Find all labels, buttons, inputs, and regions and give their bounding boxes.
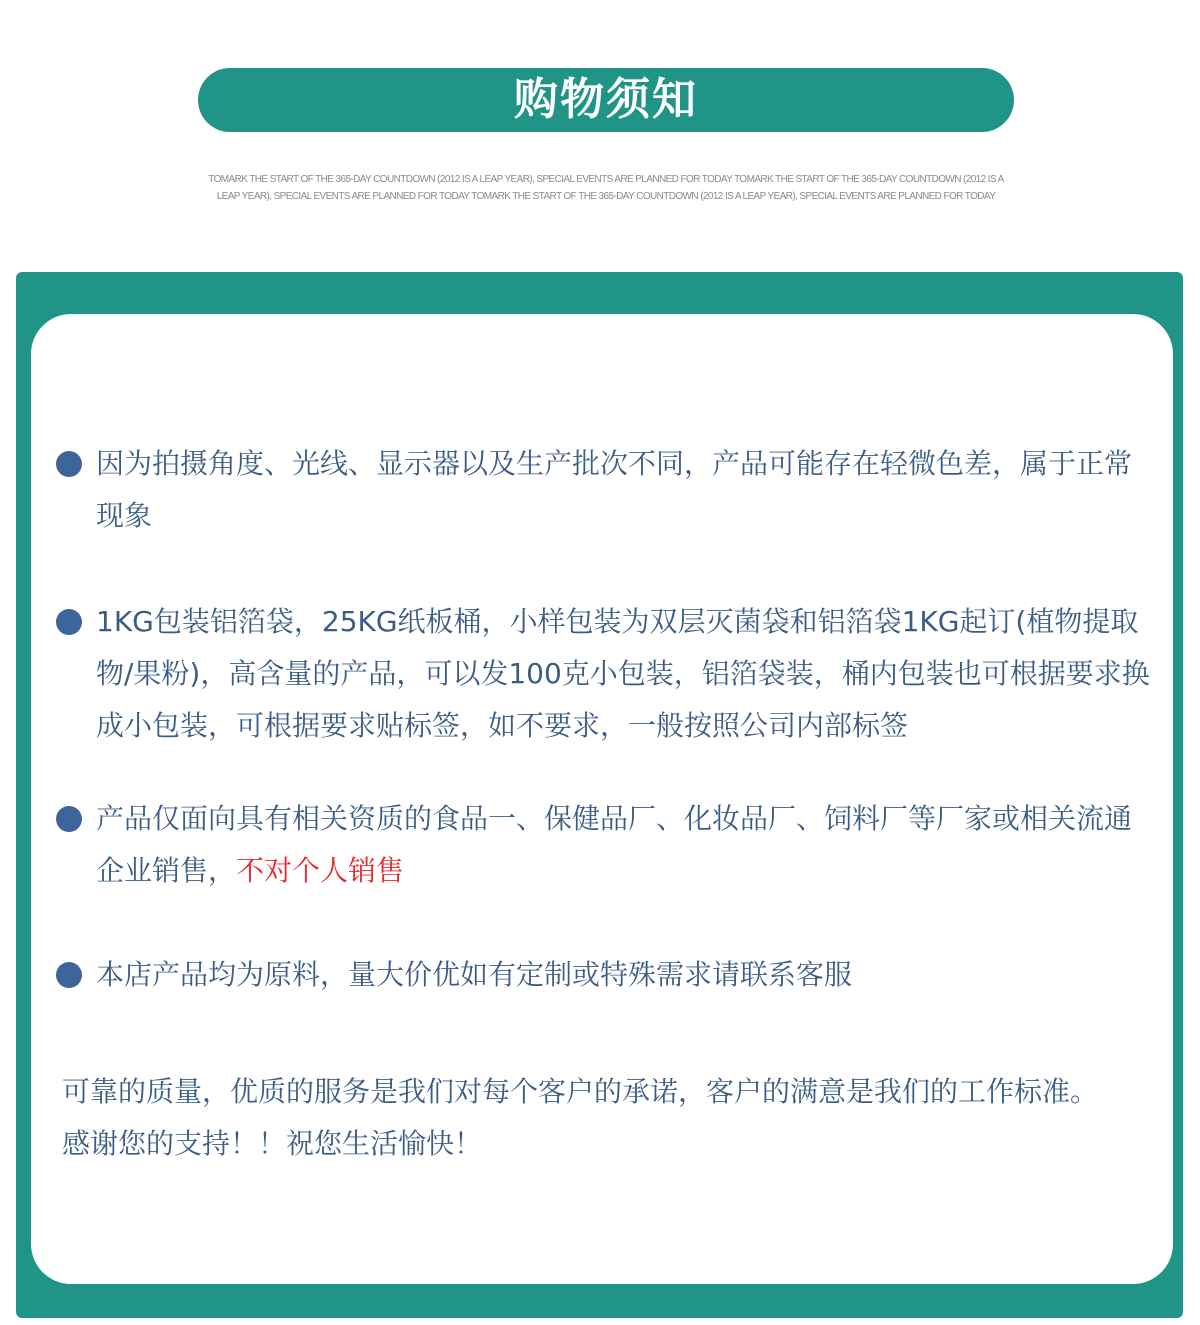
notice-item-3	[56, 793, 1156, 897]
title-banner	[198, 68, 1014, 132]
notice-item-4	[56, 949, 1156, 1001]
bullet-icon	[56, 451, 82, 477]
notice-item-1	[56, 438, 1156, 542]
notice-text: 因为拍摄角度、光线、显示器以及生产批次不同，产品可能存在轻微色差，属于正常现象	[96, 447, 1133, 532]
bullet-icon	[56, 609, 82, 635]
bullet-icon	[56, 806, 82, 832]
notice-text: 1KG包装铝箔袋，25KG纸板桶，小样包装为双层灭菌袋和铝箔袋1KG起订(植物提取物/果粉)，高含量的产品，可以发100克小包装，铝箔袋装，桶内包装也可根据要求换成小包装，可根据要求贴标签，如不要求，一般按照公司内部标签	[96, 605, 1150, 742]
notice-item-2	[56, 596, 1156, 752]
notice-text: 本店产品均为原料，量大价优如有定制或特殊需求请联系客服	[96, 958, 853, 991]
notice-text-main: 产品仅面向具有相关资质的食品一、保健品厂、化妆品厂、饲料厂等厂家或相关流通企业销售，	[96, 802, 1133, 887]
bullet-icon	[56, 962, 82, 988]
closing-message: 可靠的质量，优质的服务是我们对每个客户的承诺，客户的满意是我们的工作标准。感谢您的支持！！祝您生活愉快！	[62, 1075, 1099, 1160]
decorative-subtitle: TOMARK THE START OF THE 365-DAY COUNTDOWN (2012 IS A LEAP YEAR), SPECIAL EVENTS ARE PLANNED FOR TODAY TOMARK THE START OF THE 365-DAY COUNTDOWN (2012 IS A LEAP YEAR), SPECIAL EVENTS ARE PLANNED FOR TODAY TOMARK THE START OF THE 365-DAY COUNTDOWN (2012 IS A LEAP YEAR), SPECIAL EVENTS ARE PLANNED FOR TODAY	[208, 174, 1004, 202]
notice-text	[96, 793, 1156, 897]
page-title: 购物须知	[514, 74, 698, 125]
notice-highlight: 不对个人销售	[236, 854, 405, 887]
